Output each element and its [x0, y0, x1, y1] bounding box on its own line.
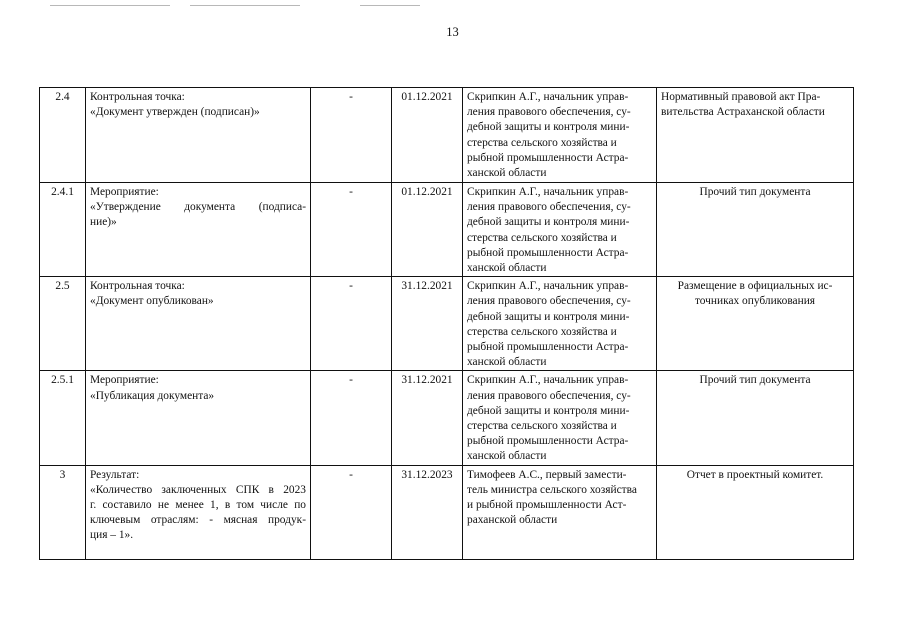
row-number-cell	[40, 88, 86, 183]
responsible-line: ления правового обеспечения, су-	[467, 106, 631, 119]
responsible-line: стерства сельского хозяйства и	[467, 231, 617, 244]
item-name-line: Контрольная точка:	[90, 91, 185, 103]
document-type-line: Нормативный правовой акт Пра-	[661, 91, 821, 103]
document-type-cell	[657, 183, 854, 277]
item-name-cell	[86, 465, 311, 559]
table-row	[40, 371, 854, 465]
responsible-line: рыбной промышленности Астра-	[467, 341, 629, 354]
page-number: 13	[446, 25, 459, 39]
dash-cell	[311, 183, 392, 277]
item-name-line: «Публикация документа»	[90, 389, 215, 402]
item-name-line: «Утверждение документа (подписа-	[90, 201, 306, 214]
responsible-cell	[463, 277, 657, 371]
item-name-line: Мероприятие:	[90, 374, 159, 387]
responsible-cell	[463, 88, 657, 183]
responsible-line: стерства сельского хозяйства и	[467, 136, 617, 149]
dash-mark: -	[349, 468, 353, 481]
responsible-line: тель министра сельского хозяйства	[467, 483, 637, 496]
responsible-line: ханской области	[467, 262, 547, 275]
due-date: 31.12.2021	[401, 280, 453, 293]
responsible-line: стерства сельского хозяйства и	[467, 325, 617, 338]
responsible-line: дебной защиты и контроля мини-	[467, 216, 630, 229]
item-name-line: «Документ утвержден (подписан)»	[90, 106, 260, 119]
row-number: 2.4.1	[51, 186, 74, 198]
top-rule-middle	[190, 5, 300, 6]
due-date: 01.12.2021	[401, 91, 453, 103]
table-row	[40, 88, 854, 183]
due-date-cell	[392, 183, 463, 277]
dash-mark: -	[349, 374, 353, 387]
row-number-cell	[40, 371, 86, 465]
due-date-cell	[392, 371, 463, 465]
item-name-cell	[86, 277, 311, 371]
document-type-cell	[657, 465, 854, 559]
row-number: 2.4	[55, 91, 70, 103]
item-name-line: Результат:	[90, 468, 140, 481]
plan-table	[39, 87, 854, 560]
plan-table-body	[40, 88, 854, 560]
responsible-line: Скрипкин А.Г., начальник управ-	[467, 280, 629, 293]
responsible-cell	[463, 371, 657, 465]
responsible-line: дебной защиты и контроля мини-	[467, 310, 630, 323]
document-type-line: точниках опубликования	[694, 295, 816, 308]
responsible-line: ления правового обеспечения, су-	[467, 389, 631, 402]
responsible-line: рыбной промышленности Астра-	[467, 151, 629, 164]
dash-cell	[311, 277, 392, 371]
table-row	[40, 465, 854, 559]
responsible-line: ханской области	[467, 450, 547, 463]
dash-mark: -	[349, 280, 353, 293]
responsible-line: рыбной промышленности Астра-	[467, 246, 629, 259]
item-name-line: «Документ опубликован»	[90, 295, 214, 308]
row-number: 2.5	[55, 280, 70, 293]
responsible-line: ления правового обеспечения, су-	[467, 201, 631, 214]
dash-cell	[311, 88, 392, 183]
responsible-line: дебной защиты и контроля мини-	[467, 121, 630, 134]
dash-mark: -	[349, 91, 353, 103]
due-date-cell	[392, 277, 463, 371]
document-type-line: Размещение в официальных ис-	[677, 280, 833, 293]
document-type-line: Прочий тип документа	[699, 186, 811, 198]
row-number: 3	[59, 468, 66, 481]
item-name-line: Контрольная точка:	[90, 280, 185, 293]
due-date-cell	[392, 88, 463, 183]
item-name-cell	[86, 88, 311, 183]
document-type-line: вительства Астраханской области	[661, 106, 825, 119]
document-type-line: Прочий тип документа	[699, 374, 811, 387]
table-row	[40, 183, 854, 277]
document-type-cell	[657, 277, 854, 371]
responsible-line: Скрипкин А.Г., начальник управ-	[467, 186, 629, 198]
row-number-cell	[40, 465, 86, 559]
top-rule-left	[50, 5, 170, 6]
due-date-cell	[392, 465, 463, 559]
responsible-line: Скрипкин А.Г., начальник управ-	[467, 91, 629, 103]
document-type-line: Отчет в проектный комитет.	[686, 468, 824, 481]
item-name-line: «Количество заключенных СПК в 2023	[90, 483, 306, 496]
top-rule-right	[360, 5, 420, 6]
responsible-cell	[463, 183, 657, 277]
dash-cell	[311, 371, 392, 465]
row-number-cell	[40, 277, 86, 371]
responsible-line: ханской области	[467, 167, 547, 180]
item-name-cell	[86, 371, 311, 465]
responsible-line: Скрипкин А.Г., начальник управ-	[467, 374, 629, 387]
due-date: 01.12.2021	[401, 186, 453, 198]
due-date: 31.12.2023	[401, 468, 453, 481]
responsible-line: раханской области	[467, 514, 558, 527]
dash-mark: -	[349, 186, 353, 198]
row-number-cell	[40, 183, 86, 277]
item-name-line: ключевым отраслям: - мясная продук-	[90, 514, 306, 527]
responsible-line: рыбной промышленности Астра-	[467, 435, 629, 448]
responsible-line: дебной защиты и контроля мини-	[467, 404, 630, 417]
responsible-line: ханской области	[467, 356, 547, 369]
responsible-line: и рыбной промышленности Аст-	[467, 499, 627, 512]
item-name-cell	[86, 183, 311, 277]
item-name-line: ние)»	[90, 216, 117, 229]
document-type-cell	[657, 371, 854, 465]
responsible-cell	[463, 465, 657, 559]
item-name-line: ция – 1».	[90, 529, 134, 542]
responsible-line: стерства сельского хозяйства и	[467, 420, 617, 433]
row-number: 2.5.1	[51, 374, 74, 387]
item-name-line: Мероприятие:	[90, 186, 159, 198]
responsible-line: Тимофеев А.С., первый замести-	[467, 468, 627, 481]
due-date: 31.12.2021	[401, 374, 453, 387]
responsible-line: ления правового обеспечения, су-	[467, 295, 631, 308]
document-type-cell	[657, 88, 854, 183]
item-name-line: г. составило не менее 1, в том числе по	[90, 499, 306, 512]
table-row	[40, 277, 854, 371]
dash-cell	[311, 465, 392, 559]
